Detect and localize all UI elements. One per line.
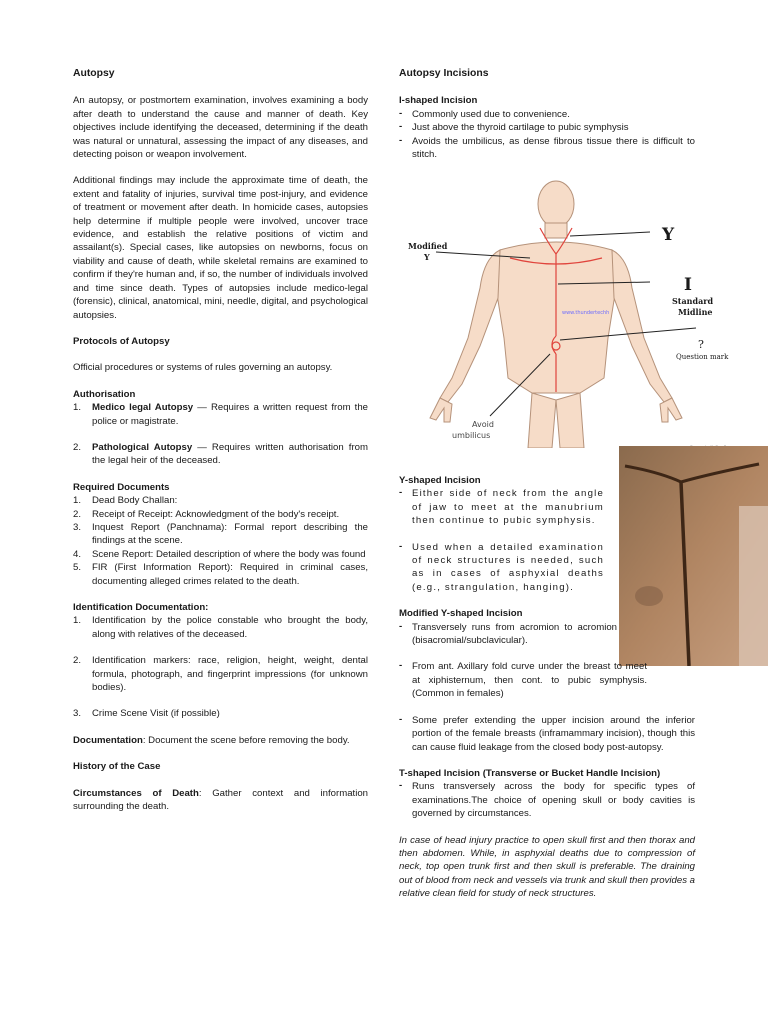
- label-umbilicus: umbilicus: [452, 431, 491, 440]
- autopsy-title: Autopsy: [73, 68, 115, 79]
- t-shaped-list: [399, 780, 695, 820]
- label-i: I: [684, 275, 692, 295]
- right-column: [399, 67, 695, 161]
- item-text: — Requires a written request from the police or magistrate.: [92, 402, 369, 427]
- list-item: - Used when a detailed examination of neck structures is needed, such as in cases of asphyxial deaths (e.g., strangulation, hanging).: [399, 541, 604, 595]
- item-text: Crime Scene Visit (if possible): [92, 708, 220, 720]
- i-shaped-list: [399, 108, 695, 162]
- list-item: - Avoids the umbilicus, as dense fibrous tissue there is difficult to stitch.: [399, 135, 695, 162]
- protocols-text: Official procedures or systems of rules governing an autopsy.: [73, 362, 333, 374]
- list-item: - Commonly used due to convenience.: [399, 108, 695, 121]
- list-item: [73, 548, 368, 561]
- item-text: FIR (First Information Report): Required in criminal cases, documenting alleged crimes related to the death.: [92, 562, 368, 587]
- incision-body-diagram: [400, 178, 736, 448]
- item-text: — Requires written authorisation from the legal heir of the deceased.: [92, 441, 368, 467]
- circumstances-text: : Gather context and information surrounding the death.: [73, 787, 369, 813]
- modified-y-heading: Modified Y-shaped Incision: [399, 608, 523, 620]
- label-avoid: Avoid: [472, 420, 494, 429]
- item-term: Medico legal Autopsy: [92, 402, 194, 414]
- label-question: ?: [698, 338, 704, 351]
- label-y-small: Y: [424, 252, 430, 262]
- required-documents-heading: Required Documents: [73, 481, 170, 493]
- identification-heading: Identification Documentation:: [73, 602, 209, 613]
- item-number: 3.: [73, 521, 82, 533]
- circumstances-paragraph: [73, 787, 368, 814]
- list-item: [73, 614, 368, 641]
- y-shaped-heading: Y-shaped Incision: [399, 475, 481, 486]
- list-item: [73, 508, 368, 521]
- list-item: [73, 494, 368, 507]
- list-item: [73, 401, 368, 428]
- diagram-watermark: www.thundertechh: [562, 310, 610, 316]
- sequence-note: In case of head injury practice to open skull first and then thorax and then abdomen. While, in asphyxial deaths due to compression of neck, top open trunk first and then skull is preferable. The draining out of blood from neck and vessels via trunk and skull then provides a relative clean field for study of neck structures.: [399, 834, 695, 900]
- list-item: [73, 521, 368, 548]
- list-item: - Transversely runs from acromion to acromion (bisacromial/subclavicular).: [399, 621, 617, 648]
- label-y: Y: [662, 225, 675, 245]
- list-item: [73, 654, 368, 694]
- i-shaped-heading: I-shaped Incision: [399, 95, 478, 107]
- item-number: 4.: [73, 548, 82, 560]
- list-item: - From ant. Axillary fold curve under the breast to meet at xiphisternum, then cont. to pubic symphysis. (Common in females): [399, 660, 647, 700]
- documentation-text: : Document the scene before removing the body.: [142, 734, 350, 746]
- t-shaped-heading: T-shaped Incision (Transverse or Bucket Handle Incision): [399, 767, 661, 779]
- additional-paragraph: Additional findings may include the approximate time of death, the extent and fatality of injuries, survival time post-injury, and evidence of treatment or movement after death. In homicide cases, autopsies help determine if multiple people were involved, uncover trace evidence, and establish the relative positions of victim and assailant(s). Special cases, like autopsies on newborns, focus on viability and cause of death, while skeletal remains are examined to confirm if they're human and, if so, the number of individuals involved and time since death. Types of autopsies include medico-legal (forensic), clinical, anatomical, mini, needle, digital, and psychological autopsies.: [73, 175, 368, 321]
- item-text: Dead Body Challan:: [92, 495, 178, 507]
- list-item: [73, 441, 368, 468]
- authorisation-heading: Authorisation: [73, 388, 136, 400]
- label-modified: Modified: [408, 241, 448, 251]
- right-column-lower: [399, 474, 695, 901]
- item-number: 2.: [73, 508, 82, 520]
- item-number: 1.: [73, 402, 82, 414]
- item-text: Identification markers: race, religion, height, weight, dental formula, photograph, and fingerprint impressions (for unknown bodies).: [92, 655, 368, 694]
- intro-paragraph: An autopsy, or postmortem examination, involves examining a body after death to understand the cause and manner of death. Key objectives include identifying the deceased, determining if the death was natural or unnatural, assessing the impact of any diseases, and detecting poison or weapon involvement.: [73, 95, 368, 161]
- documentation-term: Documentation: [73, 734, 143, 746]
- item-number: 3.: [73, 708, 82, 720]
- item-text: Identification by the police constable who brought the body, along with relatives of the deceased.: [92, 615, 368, 640]
- list-item: - Some prefer extending the upper incision around the inferior portion of the female breasts (inframammary incision), though this can cause fluid leakage from the closed body post-autopsy.: [399, 714, 695, 754]
- label-question-mark: Question mark: [676, 353, 729, 361]
- item-number: 2.: [73, 655, 82, 667]
- item-number: 5.: [73, 562, 82, 574]
- left-column: [73, 67, 368, 813]
- label-standard: Standard: [672, 296, 714, 306]
- y-shaped-list: [399, 487, 604, 594]
- item-text: Inquest Report (Panchnama): Formal report describing the findings at the scene.: [92, 521, 368, 547]
- required-documents-list: [73, 494, 368, 588]
- authorisation-list: [73, 401, 368, 468]
- list-item: - Just above the thyroid cartilage to pubic symphysis: [399, 121, 695, 134]
- protocols-heading: Protocols of Autopsy: [73, 335, 170, 347]
- history-heading: History of the Case: [73, 761, 161, 773]
- item-number: 2.: [73, 441, 82, 453]
- modified-y-list: [399, 621, 695, 754]
- documentation-paragraph: [73, 734, 368, 747]
- list-item: - Runs transversely across the body for specific types of examinations.The choice of opening skull or body cavities is governed by circumstances.: [399, 780, 695, 820]
- incisions-title: Autopsy Incisions: [399, 68, 489, 79]
- circumstances-term: Circumstances of Death: [73, 787, 199, 799]
- label-midline: Midline: [678, 307, 713, 317]
- item-text: Receipt of Receipt: Acknowledgment of the body's receipt.: [92, 508, 340, 520]
- list-item: [73, 561, 368, 588]
- item-term: Pathological Autopsy: [92, 441, 193, 453]
- item-text: Scene Report: Detailed description of where the body was found: [92, 548, 366, 560]
- list-item: [73, 707, 368, 720]
- item-number: 1.: [73, 495, 82, 507]
- list-item: - Either side of neck from the angle of jaw to meet at the manubrium then continue to pubic symphysis.: [399, 487, 604, 527]
- item-number: 1.: [73, 615, 82, 627]
- identification-list: [73, 614, 368, 720]
